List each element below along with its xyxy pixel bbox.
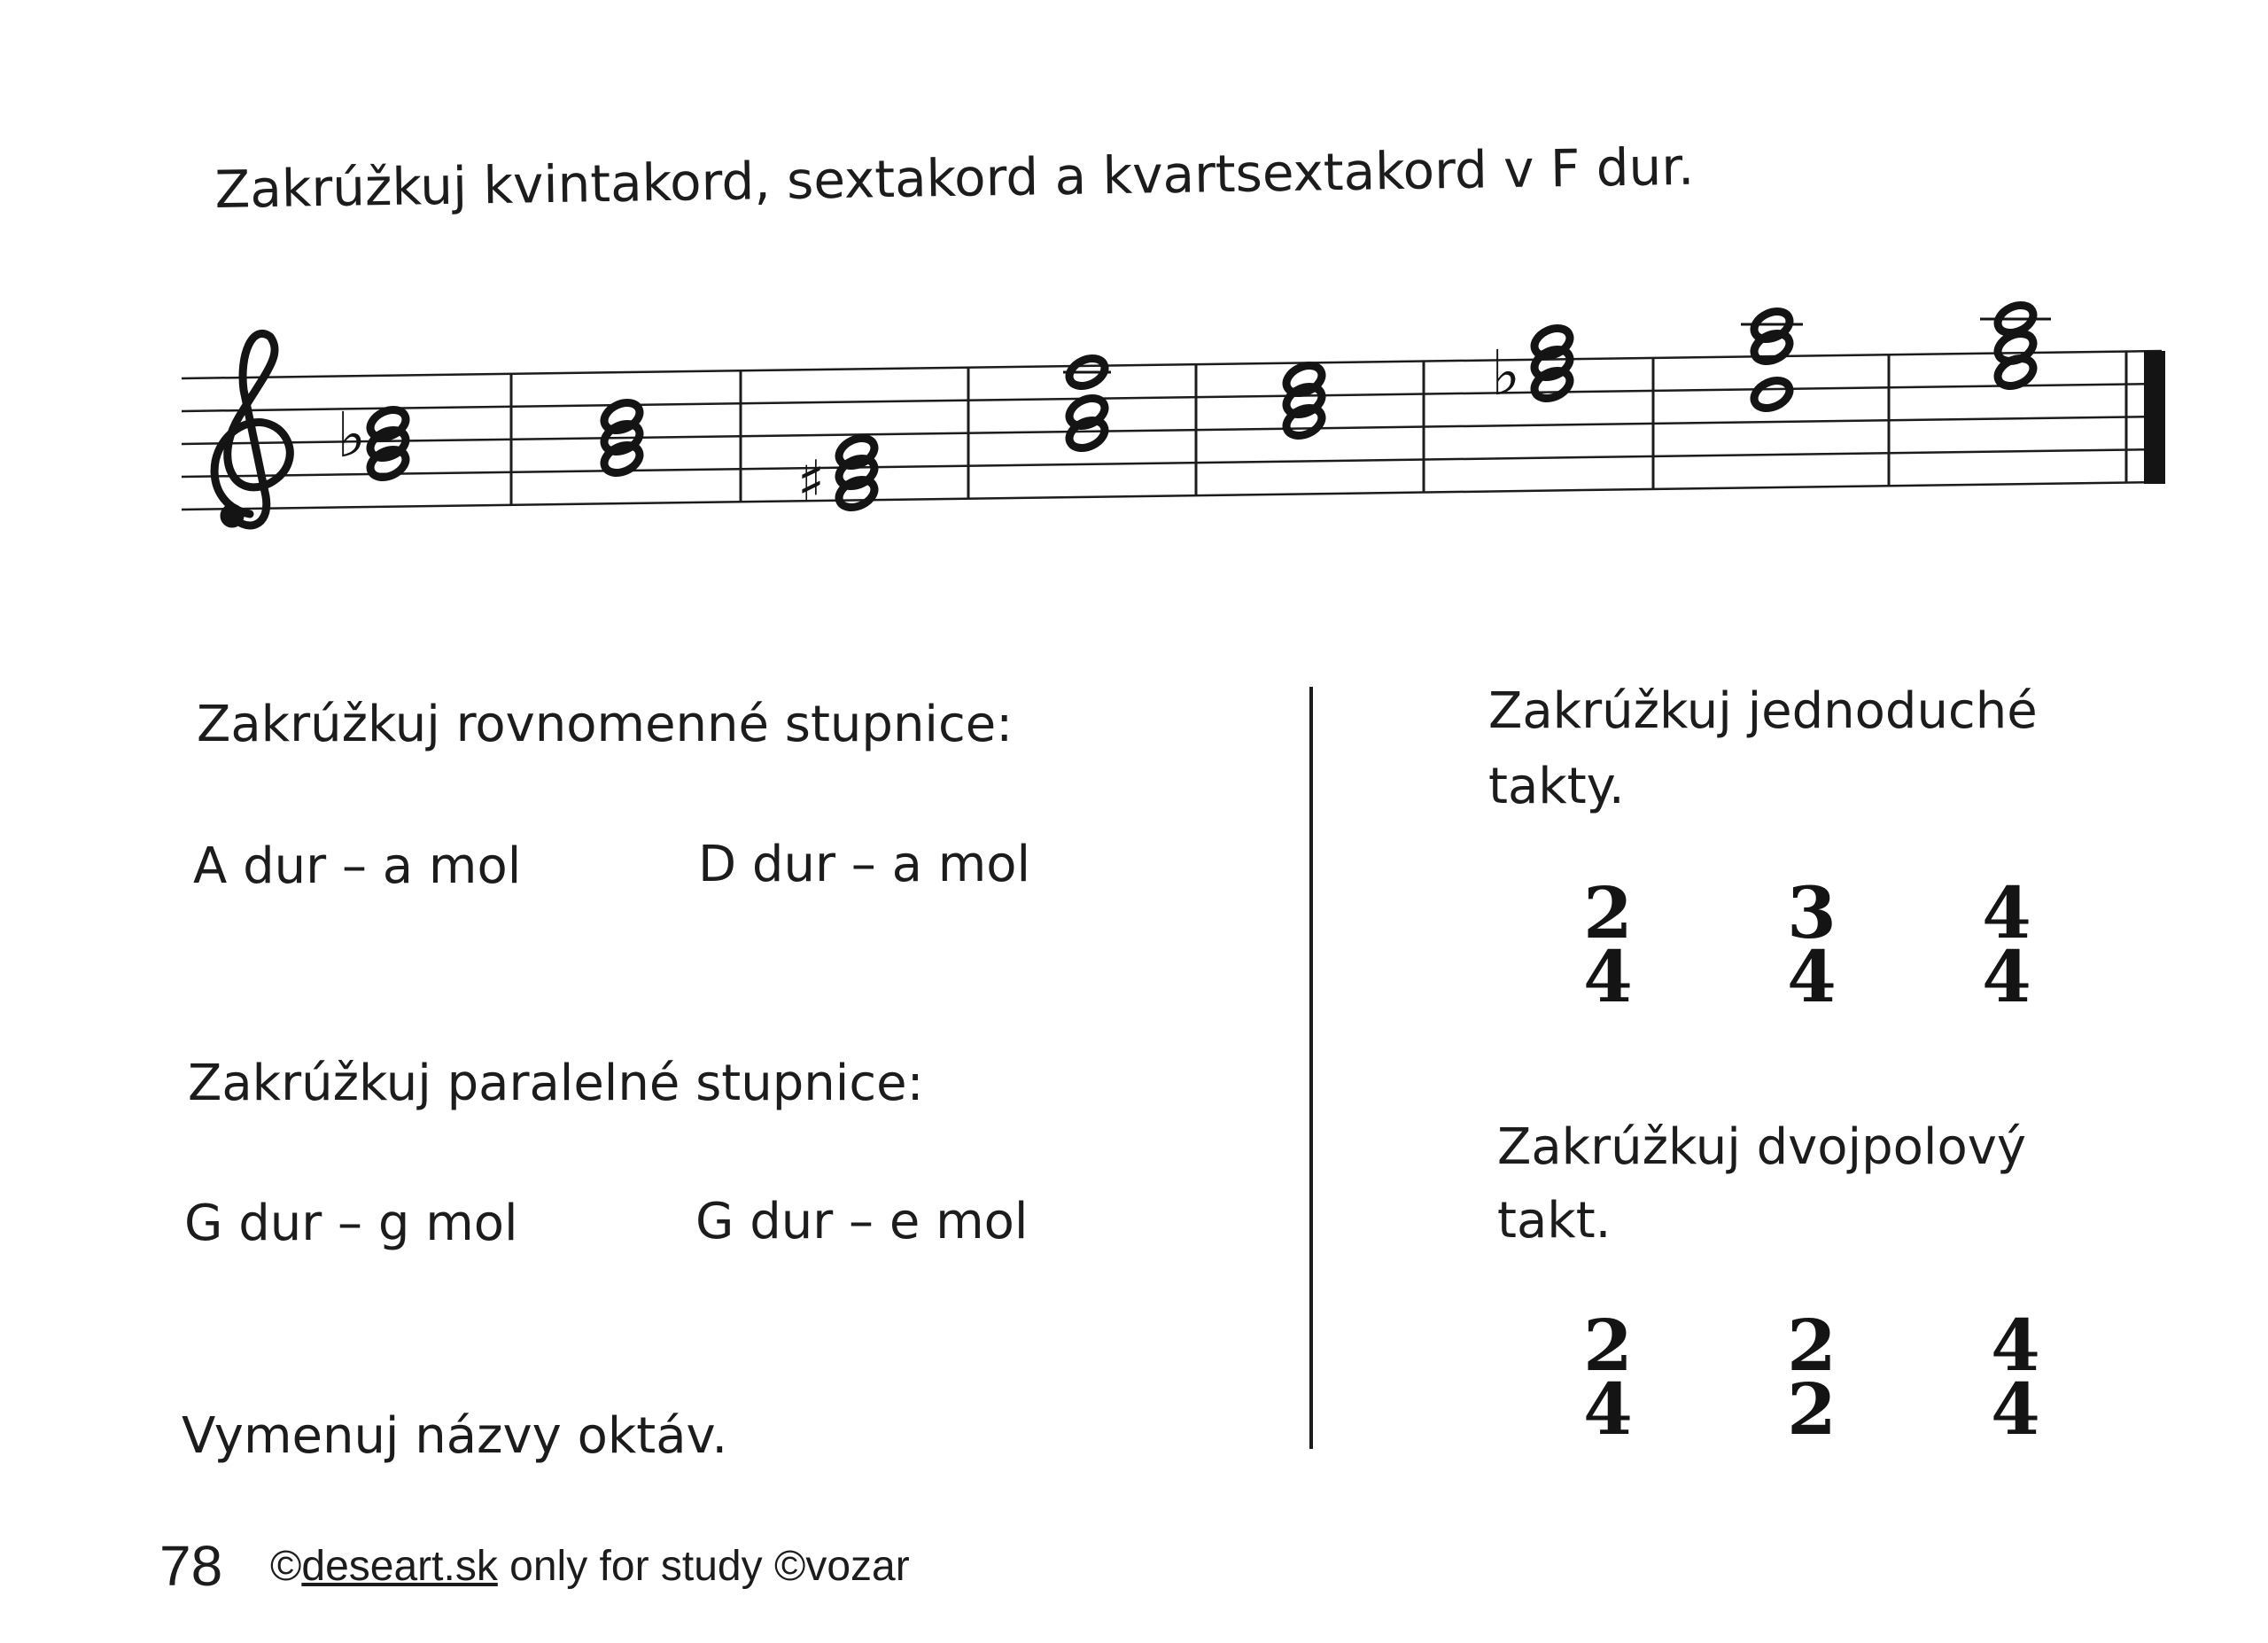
parallel-scales-option-a: G dur – g mol [184,1195,518,1252]
page-number: 78 [159,1534,223,1598]
time-signature-5-top: 2 [1787,1304,1837,1387]
time-signature-4-bottom: 4 [1583,1367,1633,1451]
equal-scales-option-b: D dur – a mol [698,836,1031,893]
treble-clef-icon [214,333,290,525]
equal-scales-option-a: A dur – a mol [193,837,522,895]
exercise-title: Zakrúžkuj kvintakord, sextakord a kvartsextakord v F dur. [214,136,1695,220]
final-barline [2144,351,2165,484]
copyright-symbol: © [270,1543,302,1590]
column-divider [1309,687,1313,1449]
flat-sign-1: ♭ [337,399,367,471]
time-signature-2-bottom: 4 [1787,935,1837,1018]
duple-meter-heading-line2: takt. [1497,1192,1612,1250]
sharp-sign: ♯ [797,449,825,515]
site-link[interactable]: deseart.sk [301,1543,498,1590]
chord-1 [366,404,410,482]
octave-names-heading: Vymenuj názvy oktáv. [182,1407,728,1465]
copyright-notice [270,1542,910,1591]
time-signature-1-bottom: 4 [1583,935,1633,1018]
time-signature-6-top: 4 [1991,1304,2040,1387]
time-signature-5-bottom: 2 [1787,1367,1837,1451]
time-signature-4-top: 2 [1583,1304,1633,1387]
time-signature-3-top: 4 [1982,871,2031,954]
parallel-scales-heading: Zakrúžkuj paralelné stupnice: [188,1055,924,1112]
simple-meter-heading-line1: Zakrúžkuj jednoduché [1488,682,2038,740]
parallel-scales-option-b: G dur – e mol [695,1193,1029,1250]
chord-8 [1993,300,2038,391]
time-signature-3-bottom: 4 [1982,935,2031,1018]
chord-4 [1065,353,1109,453]
simple-meter-heading-line2: takty. [1488,758,1625,815]
time-signature-2-top: 3 [1787,871,1837,954]
time-signature-6-bottom: 4 [1991,1367,2040,1451]
chord-7 [1750,306,1794,413]
copyright-rest: only for study ©vozar [497,1543,910,1590]
equal-scales-heading: Zakrúžkuj rovnomenné stupnice: [197,696,1014,753]
time-signature-1-top: 2 [1583,871,1633,954]
flat-sign-2: ♭ [1491,337,1521,409]
staff-lines [182,351,2162,510]
duple-meter-heading-line1: Zakrúžkuj dvojpolový [1497,1118,2026,1176]
